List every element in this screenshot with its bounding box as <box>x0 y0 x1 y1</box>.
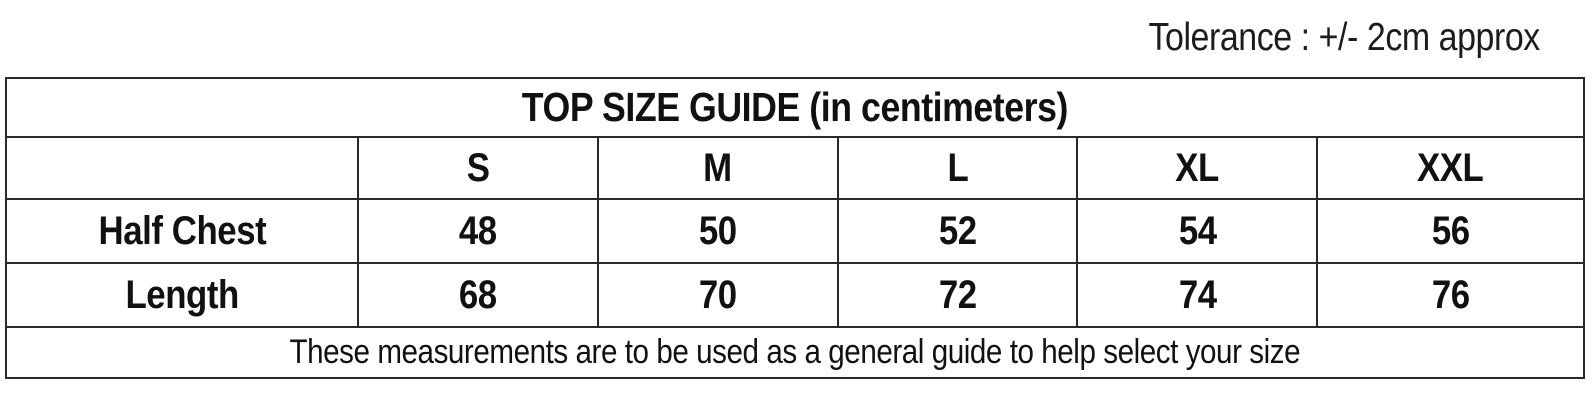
row-label-length: Length <box>6 263 358 327</box>
half-chest-s-value: 48 <box>358 199 598 263</box>
table-footnote-row <box>6 327 1584 378</box>
size-guide-table <box>5 77 1585 379</box>
column-header-xl: XL <box>1077 137 1317 199</box>
column-header-m: M <box>598 137 838 199</box>
column-header-xxl: XXL <box>1317 137 1584 199</box>
table-footnote: These measurements are to be used as a general guide to help select your size <box>289 333 1301 371</box>
table-title-cell <box>6 78 1584 137</box>
half-chest-xl-value: 54 <box>1077 199 1317 263</box>
column-header-blank <box>6 137 358 199</box>
length-xl-value: 74 <box>1077 263 1317 327</box>
half-chest-xxl-value: 56 <box>1317 199 1584 263</box>
table-row-length <box>6 263 1584 327</box>
length-xxl-value: 76 <box>1317 263 1584 327</box>
table-title: TOP SIZE GUIDE (in centimeters) <box>521 84 1069 130</box>
tolerance-note <box>1090 16 1540 60</box>
half-chest-l-value: 52 <box>838 199 1078 263</box>
row-label-half-chest: Half Chest <box>6 199 358 263</box>
length-m-value: 70 <box>598 263 838 327</box>
table-header-row <box>6 137 1584 199</box>
length-l-value: 72 <box>838 263 1078 327</box>
half-chest-m-value: 50 <box>598 199 838 263</box>
column-header-s: S <box>358 137 598 199</box>
tolerance-note-text: Tolerance : +/- 2cm approx <box>1148 16 1540 59</box>
length-s-value: 68 <box>358 263 598 327</box>
table-row-half-chest <box>6 199 1584 263</box>
table-footnote-cell <box>6 327 1584 378</box>
table-title-row <box>6 78 1584 137</box>
column-header-l: L <box>838 137 1078 199</box>
